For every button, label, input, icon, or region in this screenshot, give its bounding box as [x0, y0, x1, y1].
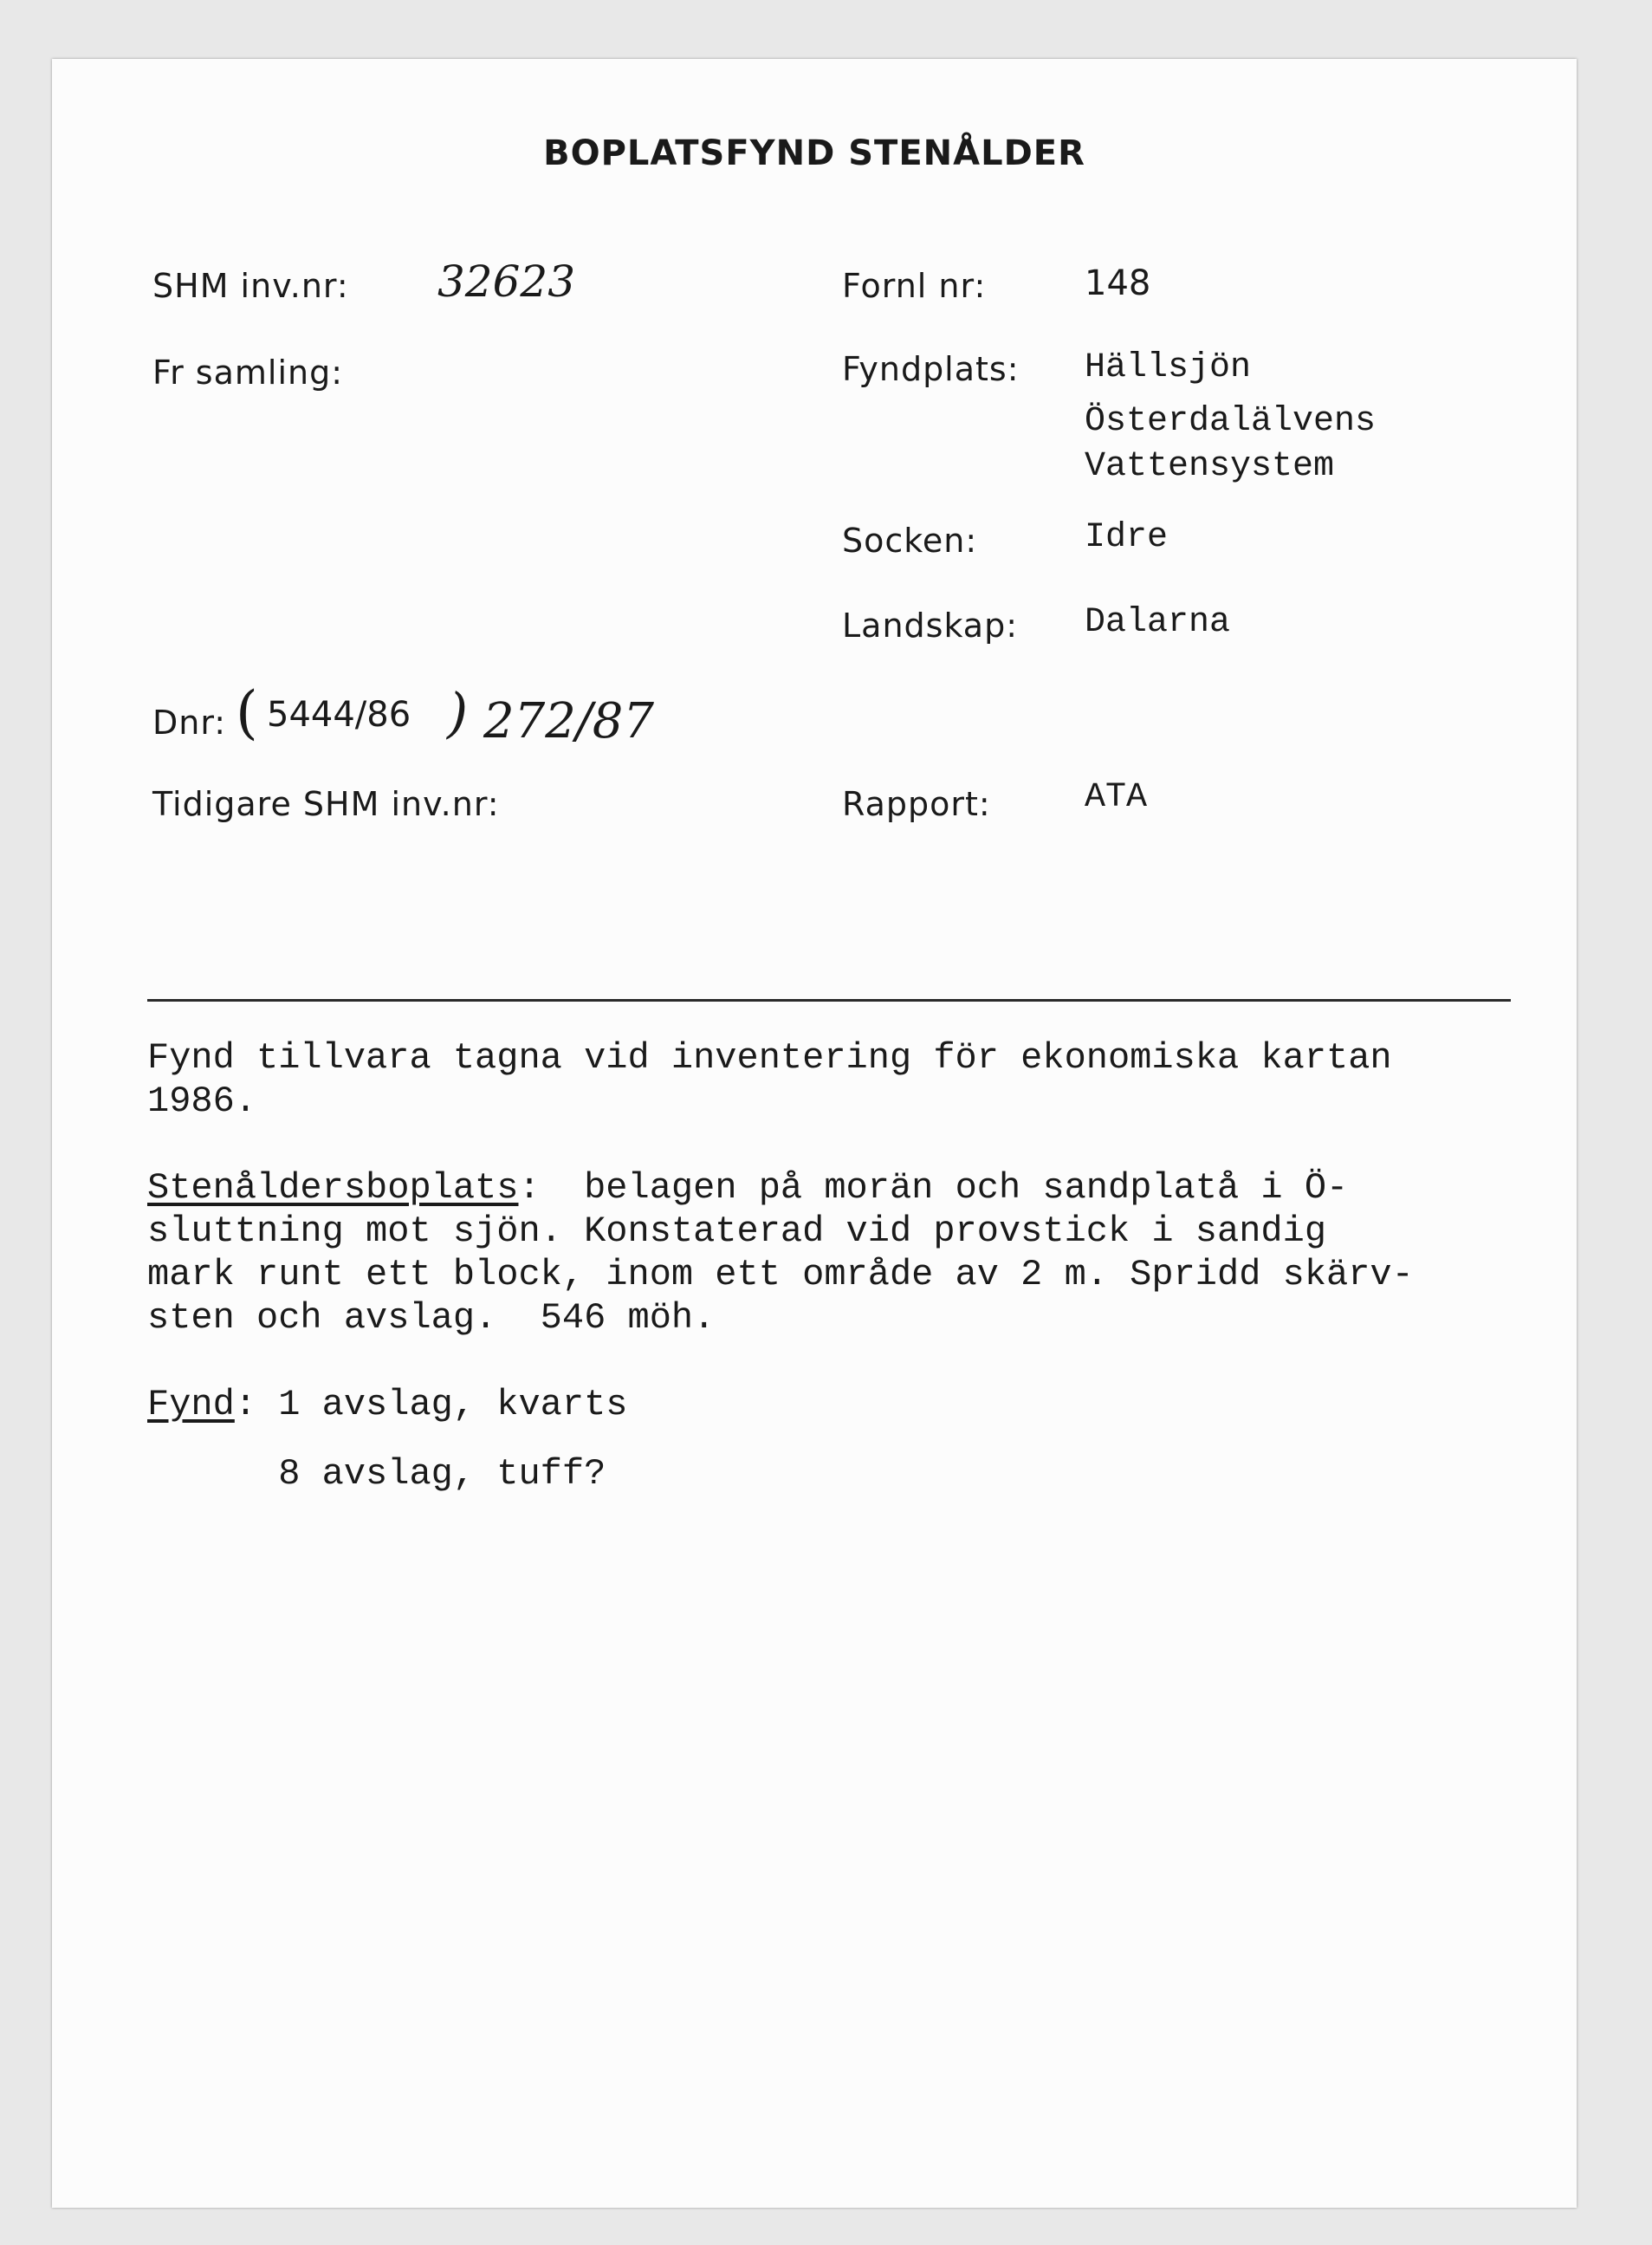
fynd-line1: [147, 1383, 1551, 1426]
shm-inv-value: 32623: [437, 256, 576, 307]
stenalder-line2: sluttning mot sjön. Konstaterad vid provstick i sandig: [147, 1210, 1327, 1252]
fynd-intro-line2: 1986.: [147, 1080, 257, 1122]
stenalder-line3: mark runt ett block, inom ett område av 2 m. Spridd skärv-: [147, 1254, 1414, 1295]
stenalder-line1: [147, 1166, 1551, 1210]
fornl-label: Fornl nr:: [842, 267, 987, 305]
fynd-item1: : 1 avslag, kvarts: [234, 1384, 628, 1425]
catalog-card: [52, 59, 1577, 2208]
dnr-typed-number: 5444/86: [267, 695, 411, 735]
dnr-handwritten-number: 272/87: [483, 693, 655, 749]
card-title: BOPLATSFYND STENÅLDER: [543, 133, 1085, 173]
dnr-paren-close: ): [447, 681, 469, 744]
tidigare-inv-label: Tidigare SHM inv.nr:: [152, 785, 500, 823]
shm-inv-label: SHM inv.nr:: [152, 267, 349, 305]
landskap-value: Dalarna: [1085, 603, 1231, 642]
dnr-label: Dnr:: [152, 704, 227, 742]
fynd-item2: 8 avslag, tuff?: [147, 1453, 606, 1495]
divider-line: [147, 999, 1511, 1002]
fynd-intro-line1: Fynd tillvara tagna vid inventering för ekonomiska kartan: [147, 1037, 1392, 1079]
stenalder-line4: sten och avslag. 546 möh.: [147, 1297, 716, 1339]
fyndplats-line1: Hällsjön: [1085, 348, 1252, 387]
stenalder-heading: Stenåldersboplats: [147, 1167, 519, 1209]
fyndplats-line2: Österdalälvens: [1085, 402, 1377, 441]
fyndplats-label: Fyndplats:: [842, 350, 1020, 388]
fyndplats-line3: Vattensystem: [1085, 447, 1335, 486]
socken-value: Idre: [1085, 518, 1169, 557]
socken-label: Socken:: [842, 522, 978, 560]
fynd-heading: Fynd: [147, 1384, 235, 1425]
fr-samling-label: Fr samling:: [152, 354, 344, 392]
fornl-value: 148: [1085, 263, 1151, 303]
stenalder-line1-text: : belagen på morän och sandplatå i Ö-: [518, 1167, 1349, 1209]
dnr-paren-open: (: [236, 679, 258, 746]
rapport-label: Rapport:: [842, 785, 991, 823]
landskap-label: Landskap:: [842, 607, 1019, 645]
rapport-value: ATA: [1085, 778, 1148, 817]
